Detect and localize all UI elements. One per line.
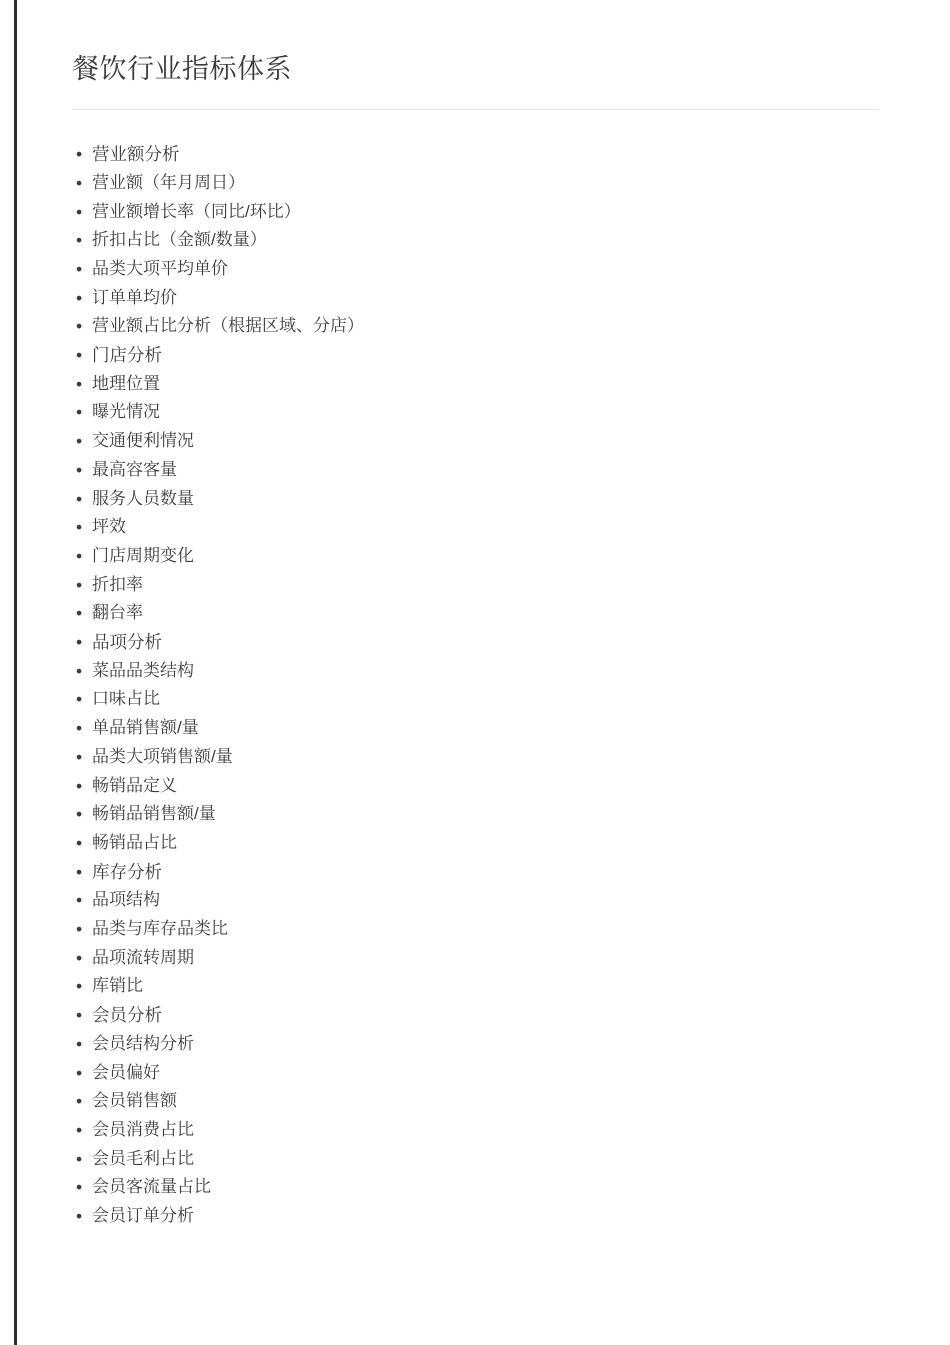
outline-item xyxy=(76,1087,880,1116)
outline-item xyxy=(76,398,880,427)
bullet-icon: • xyxy=(76,660,83,681)
outline-item-label: 畅销品销售额/量 xyxy=(92,804,216,824)
outline-item xyxy=(76,858,880,887)
outline-item-label: 会员毛利占比 xyxy=(92,1148,194,1168)
bullet-icon: • xyxy=(76,488,83,509)
outline-item xyxy=(76,944,880,973)
outline-item xyxy=(76,571,880,600)
bullet-icon: • xyxy=(76,459,83,480)
outline-item xyxy=(76,1116,880,1145)
outline-item xyxy=(76,1001,880,1030)
outline-item-label: 营业额增长率（同比/环比） xyxy=(92,201,301,221)
outline-item-label: 品类大项销售额/量 xyxy=(92,746,233,766)
bullet-icon: • xyxy=(76,431,83,452)
outline-item xyxy=(76,312,880,341)
outline-sublist xyxy=(76,370,880,628)
outline-item-label: 品项结构 xyxy=(92,890,160,910)
outline-item-label: 营业额分析 xyxy=(92,144,180,165)
bullet-icon: • xyxy=(76,1206,83,1227)
outline-item-label: 菜品品类结构 xyxy=(92,660,194,680)
bullet-icon: • xyxy=(76,144,83,165)
bullet-icon: • xyxy=(76,230,83,251)
bullet-icon: • xyxy=(76,861,83,882)
outline-item xyxy=(76,772,880,801)
outline-item-label: 口味占比 xyxy=(92,689,160,709)
bullet-icon: • xyxy=(76,1091,83,1112)
bullet-icon: • xyxy=(76,919,83,940)
outline-item-label: 交通便利情况 xyxy=(92,431,194,451)
outline-item xyxy=(76,341,880,370)
outline-item-label: 品类与库存品类比 xyxy=(92,919,228,939)
outline-item-label: 地理位置 xyxy=(92,373,160,393)
outline-item xyxy=(76,1145,880,1174)
outline-item xyxy=(76,685,880,714)
outline-item xyxy=(76,714,880,743)
outline-item-label: 库销比 xyxy=(92,976,143,996)
bullet-icon: • xyxy=(76,574,83,595)
outline-item xyxy=(76,542,880,571)
bullet-icon: • xyxy=(76,603,83,624)
bullet-icon: • xyxy=(76,947,83,968)
title-divider xyxy=(72,109,879,110)
outline-item xyxy=(76,800,880,829)
bullet-icon: • xyxy=(76,689,83,710)
bullet-icon: • xyxy=(76,1120,83,1140)
outline-item xyxy=(76,886,880,915)
outline-item xyxy=(76,255,880,284)
outline-item xyxy=(76,628,880,657)
outline-item-label: 折扣占比（金额/数量） xyxy=(92,230,267,250)
bullet-icon: • xyxy=(76,1033,83,1054)
outline-item xyxy=(76,513,880,542)
bullet-icon: • xyxy=(76,517,83,538)
outline-item-label: 畅销品占比 xyxy=(92,832,177,852)
bullet-icon: • xyxy=(76,545,83,566)
outline-item xyxy=(76,915,880,944)
outline-item xyxy=(76,829,880,858)
bullet-icon: • xyxy=(76,718,83,739)
bullet-icon: • xyxy=(76,804,83,825)
bullet-icon: • xyxy=(76,258,83,279)
bullet-icon: • xyxy=(76,832,83,853)
bullet-icon: • xyxy=(76,201,83,222)
outline-item xyxy=(76,657,880,686)
outline-item-label: 会员偏好 xyxy=(92,1062,160,1082)
outline-item-label: 最高容客量 xyxy=(92,459,177,479)
bullet-icon: • xyxy=(76,1148,83,1169)
outline-item-label: 畅销品定义 xyxy=(92,775,177,795)
outline-root xyxy=(76,140,880,1231)
outline-item-label: 会员订单分析 xyxy=(92,1206,194,1226)
outline-item xyxy=(76,370,880,399)
bullet-icon: • xyxy=(76,172,83,193)
outline-item xyxy=(76,226,880,255)
bullet-icon: • xyxy=(76,1062,83,1083)
outline-sublist xyxy=(76,657,880,858)
outline-item xyxy=(76,1059,880,1088)
outline-sublist xyxy=(76,886,880,1001)
outline-item xyxy=(76,1030,880,1059)
outline-item xyxy=(76,599,880,628)
bullet-icon: • xyxy=(76,402,83,423)
outline-item xyxy=(76,1173,880,1202)
outline-item xyxy=(76,140,880,169)
outline-sublist xyxy=(76,1030,880,1231)
outline-item-label: 营业额占比分析（根据区域、分店） xyxy=(92,316,364,336)
outline-item-label: 折扣率 xyxy=(92,574,143,594)
outline-item xyxy=(76,972,880,1001)
outline-item-label: 品类大项平均单价 xyxy=(92,258,228,278)
outline-item-label: 会员客流量占比 xyxy=(92,1177,211,1197)
bullet-icon: • xyxy=(76,746,83,767)
bullet-icon: • xyxy=(76,373,83,394)
outline-item-label: 会员销售额 xyxy=(92,1091,177,1111)
outline-item xyxy=(76,485,880,514)
bullet-icon: • xyxy=(76,345,83,366)
outline-item xyxy=(76,1202,880,1231)
outline-item-label: 门店分析 xyxy=(92,345,162,366)
outline-item-label: 曝光情况 xyxy=(92,402,160,422)
outline-item-label: 品项流转周期 xyxy=(92,947,194,967)
bullet-icon: • xyxy=(76,976,83,997)
outline-item xyxy=(76,743,880,772)
outline-item-label: 订单单均价 xyxy=(92,287,177,307)
bullet-icon: • xyxy=(76,316,83,337)
outline-item-label: 营业额（年月周日） xyxy=(92,172,245,192)
bullet-icon: • xyxy=(76,287,83,308)
bullet-icon: • xyxy=(76,1177,83,1198)
outline-item-label: 会员分析 xyxy=(92,1005,162,1026)
outline-item xyxy=(76,427,880,456)
outline-sublist xyxy=(76,398,880,455)
outline-item xyxy=(76,169,880,198)
outline-item-label: 单品销售额/量 xyxy=(92,718,199,738)
outline-sublist xyxy=(76,169,880,341)
outline-item xyxy=(76,198,880,227)
outline-item-label: 品项分析 xyxy=(92,632,162,653)
page-title: 餐饮行业指标体系 xyxy=(72,54,292,84)
outline-item-label: 会员结构分析 xyxy=(92,1033,194,1053)
left-accent-bar xyxy=(14,0,17,1345)
outline-item-label: 门店周期变化 xyxy=(92,545,194,565)
outline-item xyxy=(76,456,880,485)
bullet-icon: • xyxy=(76,775,83,796)
outline-item-label: 服务人员数量 xyxy=(92,488,194,508)
outline-item-label: 翻台率 xyxy=(92,603,143,623)
outline-item-label: 库存分析 xyxy=(92,861,162,882)
bullet-icon: • xyxy=(76,632,83,653)
bullet-icon: • xyxy=(76,1005,83,1026)
outline-item-label: 会员消费占比 xyxy=(92,1120,194,1139)
outline-item xyxy=(76,284,880,313)
outline-item-label: 坪效 xyxy=(92,517,126,537)
bullet-icon: • xyxy=(76,890,83,911)
